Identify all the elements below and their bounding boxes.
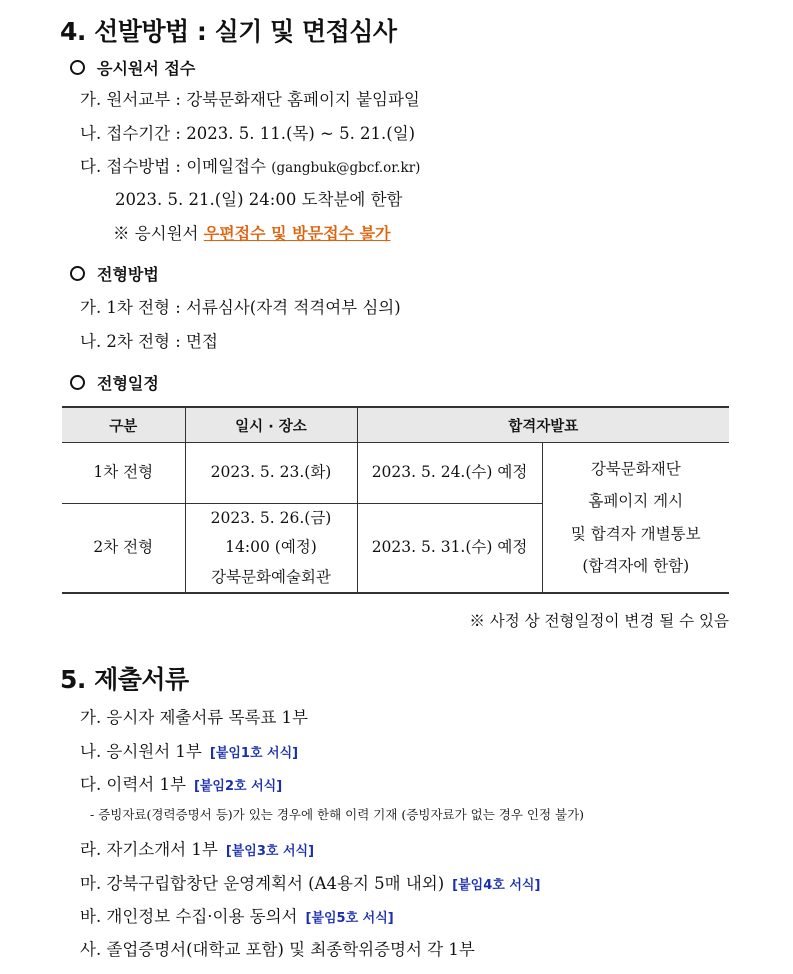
form-tag: [붙임2호 서식] [193, 779, 283, 794]
document-item [80, 903, 394, 927]
document-item-text: 마. 강북구립합창단 운영계획서 (A4용지 5매 내외) [80, 874, 445, 893]
method-prefix: 다. 접수방법 : 이메일접수 [80, 157, 266, 176]
section4-title: 4. 선발방법 : 실기 및 면접심사 [60, 17, 397, 46]
datetime-line: 14:00 (예정) [225, 538, 317, 557]
method-heading [70, 262, 159, 285]
method-heading-text: 전형방법 [97, 265, 159, 284]
document-item-text: 가. 응시자 제출서류 목록표 1부 [80, 708, 308, 727]
schedule-table [62, 406, 729, 594]
announce-notice-cell [542, 443, 729, 594]
col-header-datetime: 일시 · 장소 [185, 407, 357, 443]
col-header-stage: 구분 [62, 407, 185, 443]
schedule-heading [70, 371, 159, 394]
form-tag: [붙임3호 서식] [225, 844, 315, 859]
warning-highlight: 우편접수 및 방문접수 불가 [203, 224, 391, 243]
method-item-second: 나. 2차 전형 : 면접 [80, 332, 218, 351]
document-item [80, 870, 540, 894]
resume-note: - 증빙자료(경력증명서 등)가 있는 경우에 한해 이력 기재 (증빙자료가 없는 경우 인정 불가) [90, 807, 585, 822]
row1-announce: 2023. 5. 24.(수) 예정 [357, 443, 542, 504]
schedule-note: ※ 사정 상 전형일정이 변경 될 수 있음 [469, 612, 729, 630]
document-item [80, 771, 282, 795]
warning-line [113, 220, 391, 244]
row2-datetime [185, 504, 357, 594]
application-item-period: 나. 접수기간 : 2023. 5. 11.(목) ~ 5. 21.(일) [80, 124, 416, 143]
form-tag: [붙임4호 서식] [452, 878, 541, 893]
row2-stage: 2차 전형 [62, 504, 185, 594]
deadline-text: 2023. 5. 21.(일) 24:00 도착분에 한함 [115, 190, 403, 209]
form-tag: [붙임5호 서식] [305, 911, 394, 926]
method-item-first: 가. 1차 전형 : 서류심사(자격 적격여부 심의) [80, 298, 401, 317]
circle-bullet-icon [70, 60, 85, 75]
document-item-text: 다. 이력서 1부 [80, 775, 186, 794]
document-item-text: 사. 졸업증명서(대학교 포함) 및 최종학위증명서 각 1부 [80, 940, 475, 959]
section5-title: 5. 제출서류 [60, 665, 189, 694]
document-item-text: 바. 개인정보 수집·이용 동의서 [80, 907, 298, 926]
datetime-line: 2023. 5. 26.(금) [210, 509, 332, 527]
document-item-text: 라. 자기소개서 1부 [80, 840, 218, 859]
document-item-text: 나. 응시원서 1부 [80, 742, 202, 761]
email-address: (gangbuk@gbcf.or.kr) [271, 160, 421, 176]
notice-line: 및 합격자 개별통보 [570, 524, 701, 543]
application-item-distribution: 가. 원서교부 : 강북문화재단 홈페이지 붙임파일 [80, 90, 420, 109]
datetime-line: 강북문화예술회관 [211, 567, 331, 586]
row2-announce: 2023. 5. 31.(수) 예정 [357, 504, 542, 594]
document-item [80, 936, 475, 960]
schedule-heading-text: 전형일정 [97, 374, 159, 393]
document-item [80, 704, 308, 728]
document-item [80, 738, 298, 762]
table-row [62, 443, 729, 504]
application-heading-text: 응시원서 접수 [97, 59, 196, 78]
document-item [80, 836, 314, 860]
table-header-row [62, 407, 729, 443]
row1-datetime: 2023. 5. 23.(화) [185, 443, 357, 504]
circle-bullet-icon [70, 266, 85, 281]
row1-stage: 1차 전형 [62, 443, 185, 504]
col-header-announce: 합격자발표 [357, 407, 729, 443]
form-tag: [붙임1호 서식] [209, 746, 299, 761]
notice-line: 강북문화재단 [590, 459, 681, 478]
notice-line: 홈페이지 게시 [588, 492, 684, 511]
application-heading [70, 56, 195, 79]
notice-line: (합격자에 한함) [582, 557, 690, 576]
circle-bullet-icon [70, 375, 85, 390]
application-item-method [80, 153, 420, 177]
warning-prefix: ※ 응시원서 [113, 224, 199, 243]
